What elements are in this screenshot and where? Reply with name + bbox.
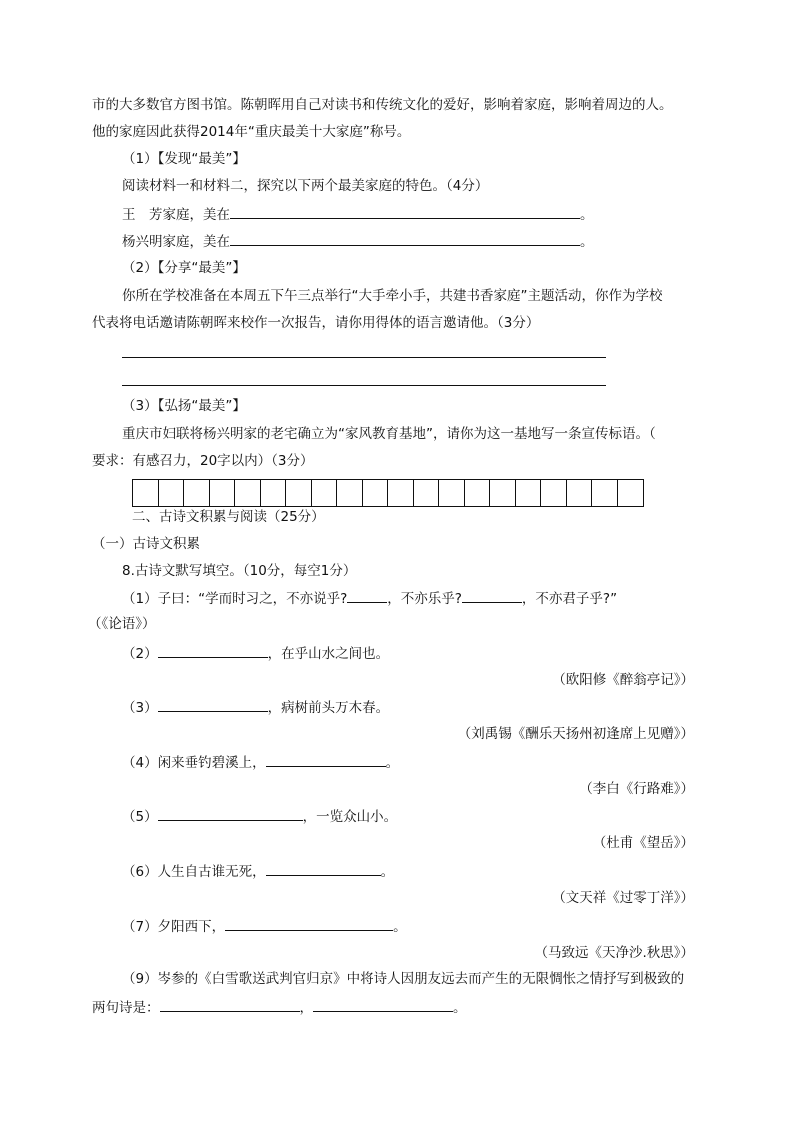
slogan-grid-cell[interactable] [490,480,516,506]
slogan-grid-cell[interactable] [261,480,287,506]
poem-5-blank[interactable] [158,806,303,821]
poem-9-sep: ， [299,1000,313,1016]
slogan-grid-cell[interactable] [133,480,159,506]
slogan-grid-cell[interactable] [184,480,210,506]
poem-3 [122,697,389,718]
q8-heading: 8.古诗文默写填空。（10分，每空1分） [122,563,357,579]
poem-2-num: （2） [122,646,158,662]
q3-line-2: 要求：有感召力，20字以内）（3分） [92,453,314,469]
poem-7 [122,916,407,937]
q2-answer-line-2[interactable] [122,385,606,386]
q2-answer-line-1[interactable] [122,357,606,358]
poem-9-line-1: （9）岑参的《白雪歌送武判官归京》中将诗人因朋友远去而产生的无限惆怅之情抒写到极致的 [122,971,685,987]
q1-row2-label: 杨兴明家庭，美在 [122,234,230,250]
poem-1-source: （《论语》） [88,616,156,632]
q2-line-2: 代表将电话邀请陈朝晖来校作一次报告，请你用得体的语言邀请他。（3分） [92,315,540,331]
section2-title: 二、古诗文积累与阅读（25分） [132,509,325,525]
poem-7-blank[interactable] [225,916,393,931]
slogan-grid-cell[interactable] [388,480,414,506]
poem-5-text: ，一览众山小。 [302,809,398,825]
poem-9-line-2 [92,997,467,1018]
poem-3-num: （3） [122,700,158,716]
poem-1-blank-b[interactable] [462,588,522,603]
poem-1-text-c: ，不亦君子乎?” [521,591,618,607]
poem-3-source: （刘禹锡《酬乐天扬州初逢席上见赠》） [457,726,694,742]
poem-7-end: 。 [393,919,407,935]
slogan-grid-cell[interactable] [286,480,312,506]
intro-line-2: 他的家庭因此获得2014年“重庆最美十大家庭”称号。 [92,124,411,140]
poem-9-end: 。 [453,1000,467,1016]
slogan-grid-cell[interactable] [567,480,593,506]
poem-9-blank-a[interactable] [160,997,300,1012]
poem-7-source: （马致远《天净沙.秋思》） [534,945,694,961]
slogan-grid-cell[interactable] [159,480,185,506]
poem-1-blank-a[interactable] [347,588,387,603]
poem-4-source: （李白《行路难》） [579,781,694,797]
poem-6-source: （文天祥《过零丁洋》） [552,890,694,906]
poem-1-text-b: ，不亦乐乎? [387,591,462,607]
poem-5-num: （5） [122,809,158,825]
slogan-grid-cell[interactable] [414,480,440,506]
poem-3-blank[interactable] [158,697,268,712]
poem-6 [122,861,394,882]
q1-heading: （1）【发现“最美”】 [122,151,246,167]
section2-sub1: （一）古诗文积累 [92,536,200,552]
q1-row1-label: 王 芳家庭，美在 [122,207,230,223]
q1-answer-row-yang [122,231,594,252]
poem-6-blank[interactable] [266,861,381,876]
poem-3-text: ，病树前头万木春。 [267,700,390,716]
poem-2-text: ，在乎山水之间也。 [267,646,390,662]
slogan-grid-cell[interactable] [541,480,567,506]
q3-heading: （3）【弘扬“最美”】 [122,398,246,414]
slogan-grid-cell[interactable] [592,480,618,506]
poem-1 [122,588,617,609]
poem-4-end: 。 [385,755,400,771]
slogan-grid-cell[interactable] [337,480,363,506]
slogan-grid-cell[interactable] [363,480,389,506]
q3-line-1: 重庆市妇联将杨兴明家的老宅确立为“家风教育基地”，请你为这一基地写一条宣传标语。（ [122,426,656,442]
poem-4-text: （4）闲来垂钓碧溪上， [122,755,266,771]
poem-9-blank-b[interactable] [313,997,453,1012]
slogan-grid-cell[interactable] [439,480,465,506]
poem-5 [122,806,397,827]
poem-6-text: （6）人生自古谁无死， [122,864,266,880]
poem-1-text-a: （1）子曰：“学而时习之，不亦说乎? [122,591,348,607]
slogan-answer-grid [132,479,644,507]
poem-9-label: 两句诗是： [92,1000,160,1016]
poem-7-text: （7）夕阳西下， [122,919,226,935]
q1-row2-end: 。 [580,234,594,250]
q1-prompt: 阅读材料一和材料二，探究以下两个最美家庭的特色。（4分） [122,178,489,194]
q2-heading: （2）【分享“最美”】 [122,260,246,276]
q1-blank-wang[interactable] [230,204,580,219]
poem-6-end: 。 [380,864,395,880]
q1-blank-yang[interactable] [230,231,580,246]
slogan-grid-cell[interactable] [516,480,542,506]
slogan-grid-cell[interactable] [312,480,338,506]
poem-4 [122,752,399,773]
poem-5-source: （杜甫《望岳》） [592,835,694,851]
q1-row1-end: 。 [580,207,594,223]
poem-4-blank[interactable] [266,752,386,767]
poem-2-blank[interactable] [158,643,268,658]
q2-line-1: 你所在学校准备在本周五下午三点举行“大手牵小手，共建书香家庭”主题活动，你作为学校 [122,288,663,304]
poem-2-source: （欧阳修《醉翁亭记》） [552,672,694,688]
intro-line-1: 市的大多数官方图书馆。陈朝晖用自己对读书和传统文化的爱好，影响着家庭，影响着周边的人。 [92,97,673,113]
slogan-grid-cell[interactable] [235,480,261,506]
poem-2 [122,643,389,664]
slogan-grid-cell[interactable] [618,480,644,506]
slogan-grid-cell[interactable] [210,480,236,506]
q1-answer-row-wang [122,204,594,225]
slogan-grid-cell[interactable] [465,480,491,506]
